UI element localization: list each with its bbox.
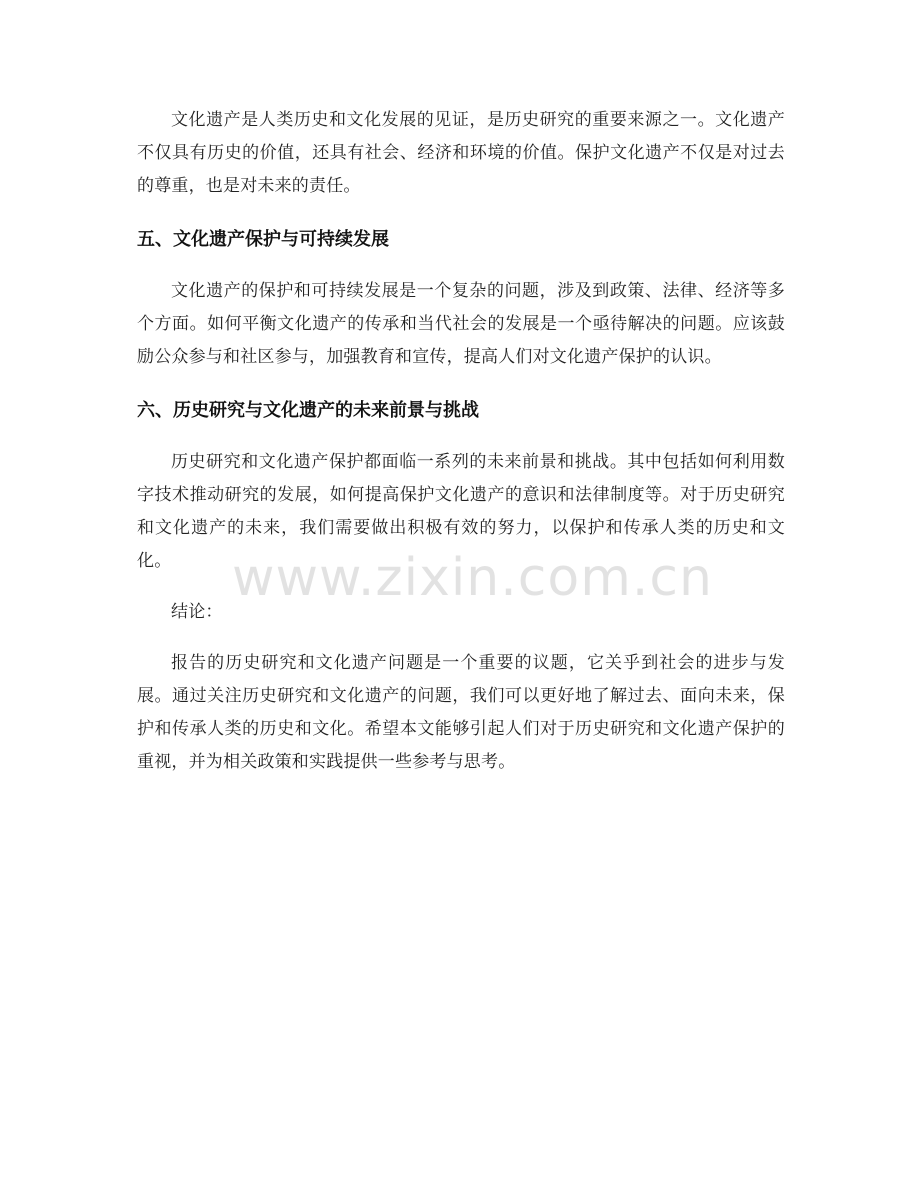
document-body <box>137 104 785 779</box>
conclusion-paragraph: 报告的历史研究和文化遗产问题是一个重要的议题，它关乎到社会的进步与发展。通过关注历史研究和文化遗产的问题，我们可以更好地了解过去、面向未来，保护和传承人类的历史和文化。希望本文能够引起人们对于历史研究和文化遗产保护的重视，并为相关政策和实践提供一些参考与思考。 <box>137 653 785 772</box>
conclusion-label: 结论： <box>171 602 223 622</box>
section-heading-5: 五、文化遗产保护与可持续发展 <box>137 229 389 250</box>
watermark: www.zixin.com.cn <box>232 548 713 608</box>
intro-paragraph: 文化遗产是人类历史和文化发展的见证，是历史研究的重要来源之一。文化遗产不仅具有历史的价值，还具有社会、经济和环境的价值。保护文化遗产不仅是对过去的尊重，也是对未来的责任。 <box>137 110 785 196</box>
section-heading-6: 六、历史研究与文化遗产的未来前景与挑战 <box>137 400 479 421</box>
section-6-paragraph: 历史研究和文化遗产保护都面临一系列的未来前景和挑战。其中包括如何利用数字技术推动研究的发展，如何提高保护文化遗产的意识和法律制度等。对于历史研究和文化遗产的未来，我们需要做出积极有效的努力，以保护和传承人类的历史和文化。 <box>137 452 785 571</box>
section-5-paragraph: 文化遗产的保护和可持续发展是一个复杂的问题，涉及到政策、法律、经济等多个方面。如何平衡文化遗产的传承和当代社会的发展是一个亟待解决的问题。应该鼓励公众参与和社区参与，加强教育和宣传，提高人们对文化遗产保护的认识。 <box>137 281 785 367</box>
